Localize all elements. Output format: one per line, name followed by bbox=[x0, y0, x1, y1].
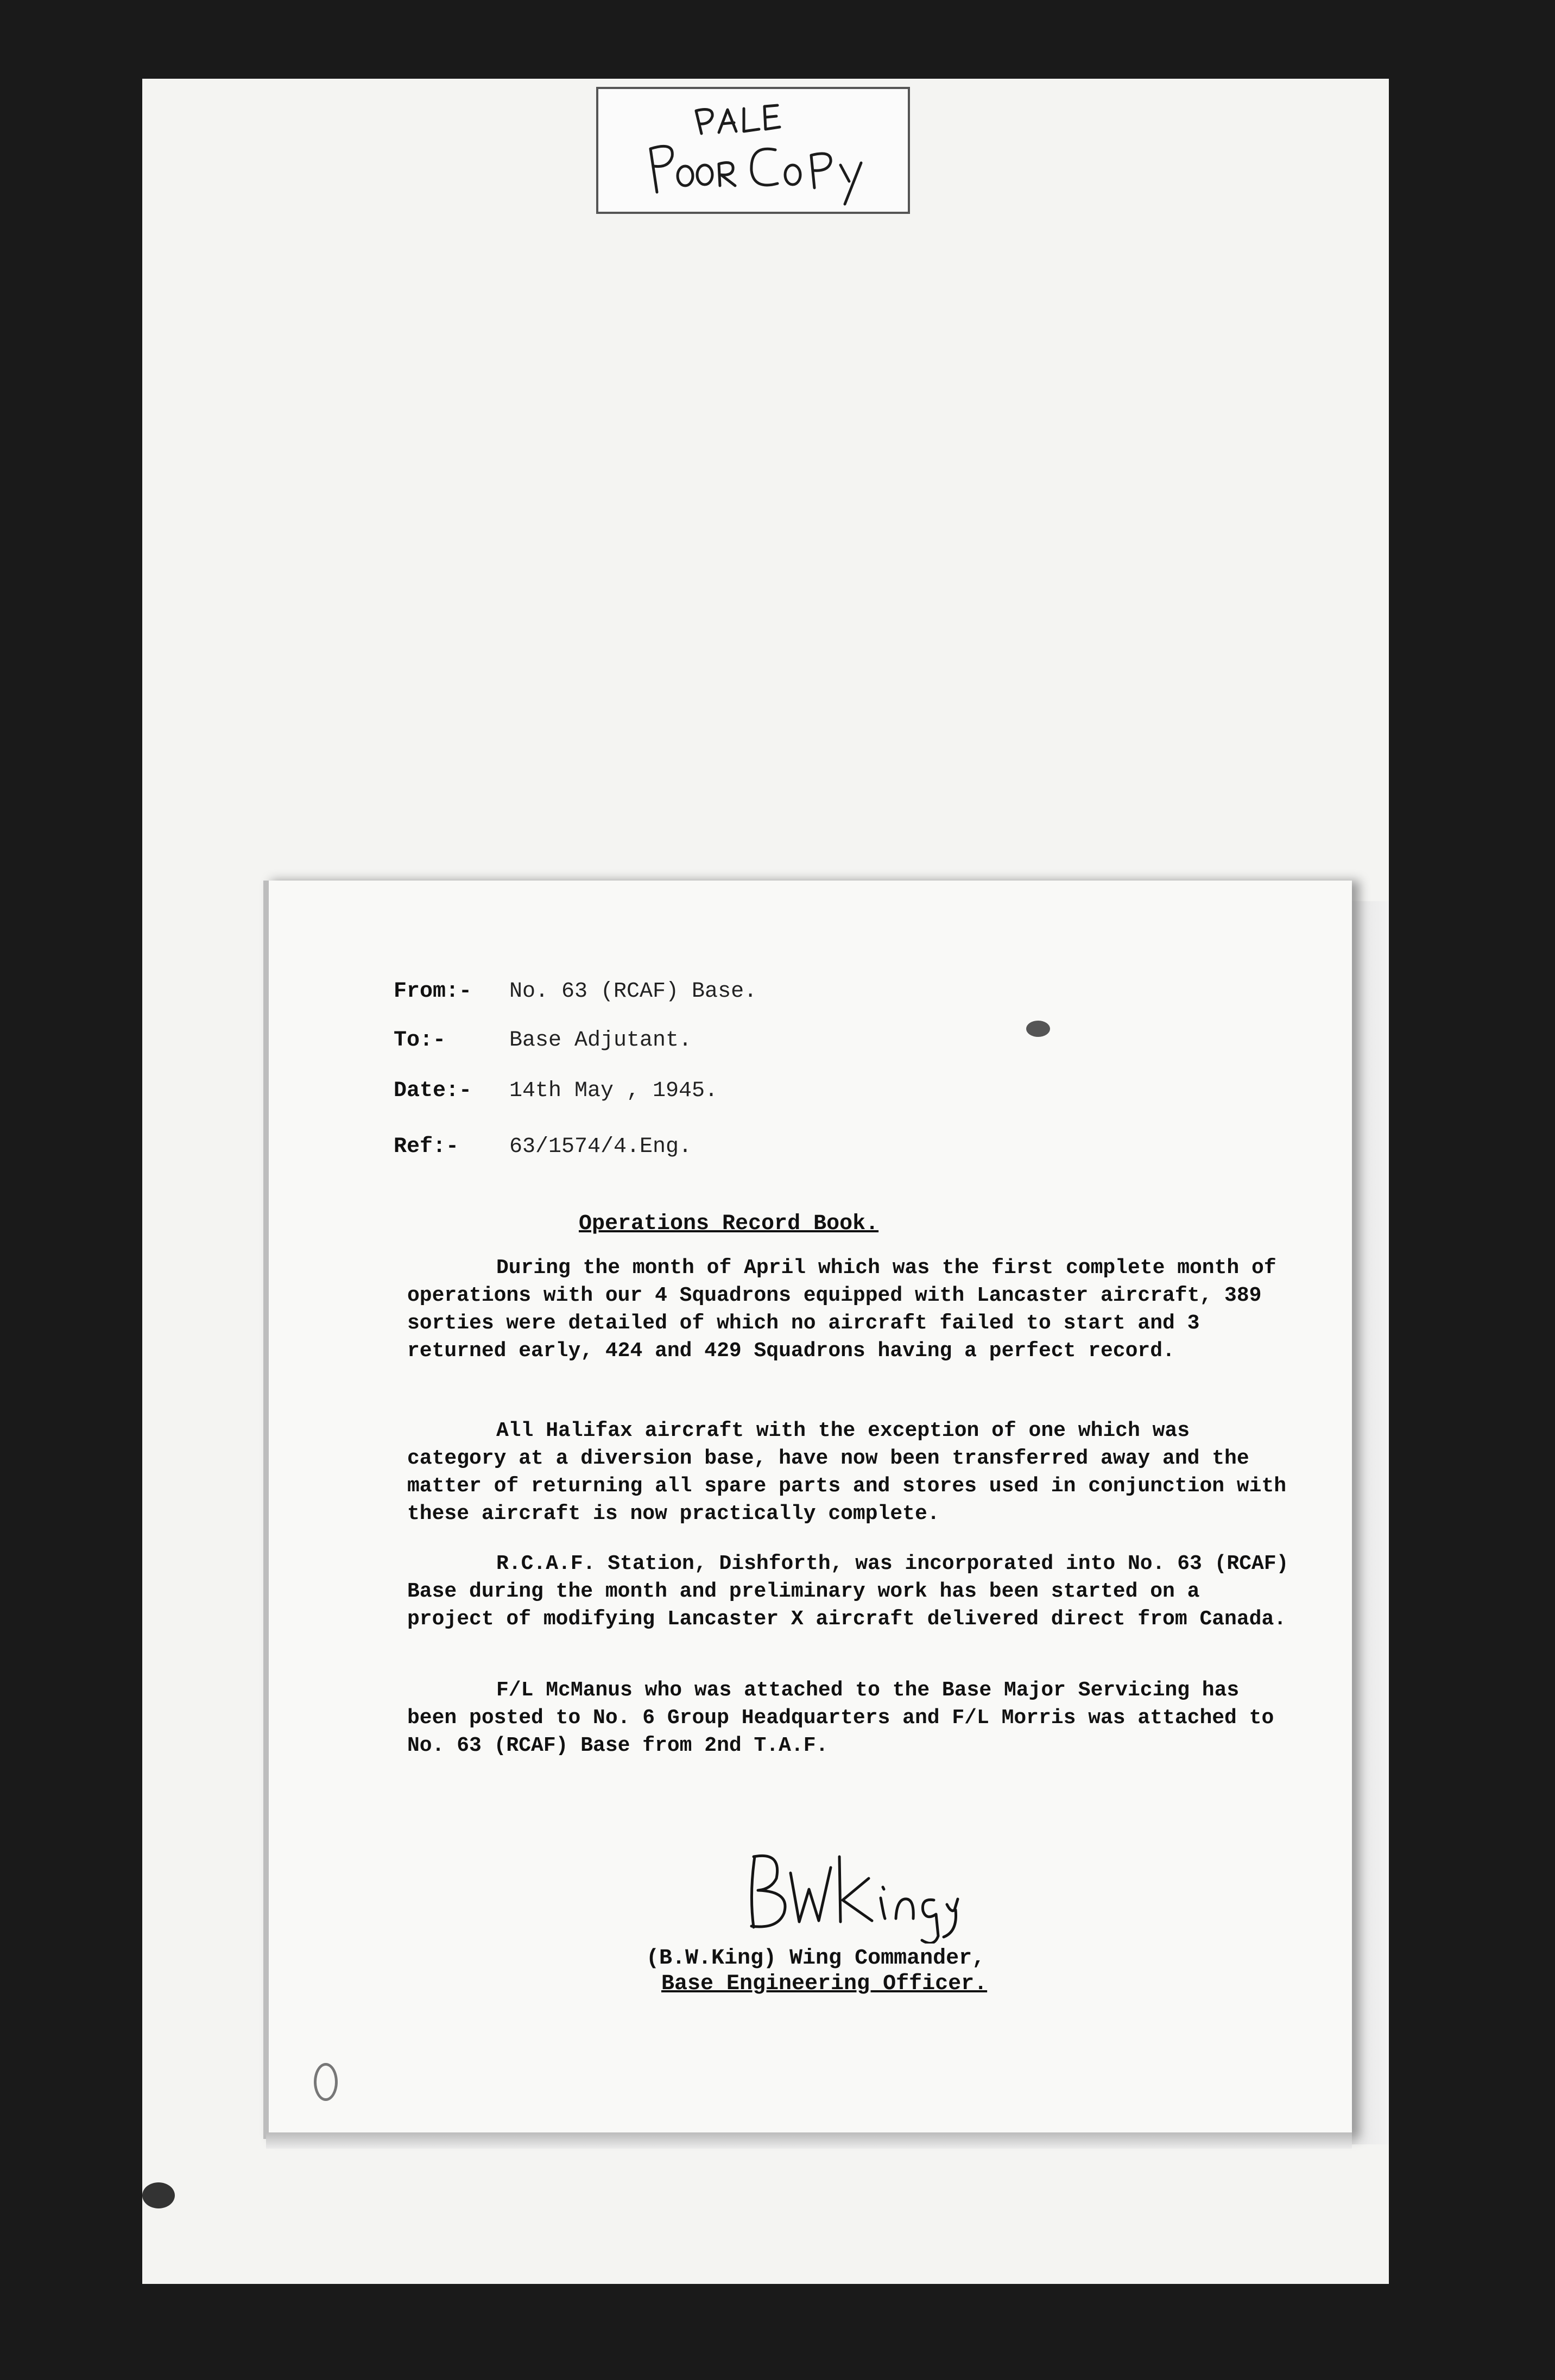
handwritten-note-drawing bbox=[598, 89, 908, 212]
from-label: From:- bbox=[394, 979, 472, 1004]
signatory-name: (B.W.King) Wing Commander, bbox=[646, 1946, 985, 1971]
ink-blot bbox=[142, 2182, 175, 2208]
date-value: 14th May , 1945. bbox=[509, 1079, 718, 1103]
memo-title: Operations Record Book. bbox=[579, 1212, 879, 1236]
punch-hole-mark bbox=[314, 2063, 338, 2101]
to-value: Base Adjutant. bbox=[509, 1028, 692, 1053]
to-label: To:- bbox=[394, 1028, 446, 1053]
ref-label: Ref:- bbox=[394, 1135, 459, 1159]
signatory-title: Base Engineering Officer. bbox=[661, 1972, 988, 1996]
smudge-mark bbox=[1026, 1021, 1050, 1037]
handwritten-note bbox=[596, 87, 910, 214]
from-value: No. 63 (RCAF) Base. bbox=[509, 979, 757, 1004]
paragraph-dishforth: R.C.A.F. Station, Dishforth, was incorporated into No. 63 (RCAF) Base during the month and preliminary work has been started on a project of modifying Lancaster X aircraft delivered direct from Canada. bbox=[407, 1552, 1289, 1631]
page-bottom-edge bbox=[266, 2132, 1352, 2149]
paragraph-postings: F/L McManus who was attached to the Base Major Servicing has been posted to No. 6 Group Headquarters and F/L Morris was attached to No. 63 (RCAF) Base from 2nd T.A.F. bbox=[407, 1679, 1274, 1757]
paragraph-april-sorties: During the month of April which was the first complete month of operations with our 4 Squadrons equipped with Lancaster aircraft, 389 sorties were detailed of which no aircraft failed to start and 3 returned early, 424 and 429 Squadrons having a perfect record. bbox=[407, 1256, 1276, 1363]
date-label: Date:- bbox=[394, 1079, 472, 1103]
handwritten-signature bbox=[738, 1846, 966, 1944]
paragraph-halifax-transfer: All Halifax aircraft with the exception of one which was category at a diversion base, have now been transferred away and the matter of returning all spare parts and stores used in conjunction with these aircraft is now practically complete. bbox=[407, 1419, 1287, 1526]
ref-value: 63/1574/4.Eng. bbox=[509, 1135, 692, 1159]
